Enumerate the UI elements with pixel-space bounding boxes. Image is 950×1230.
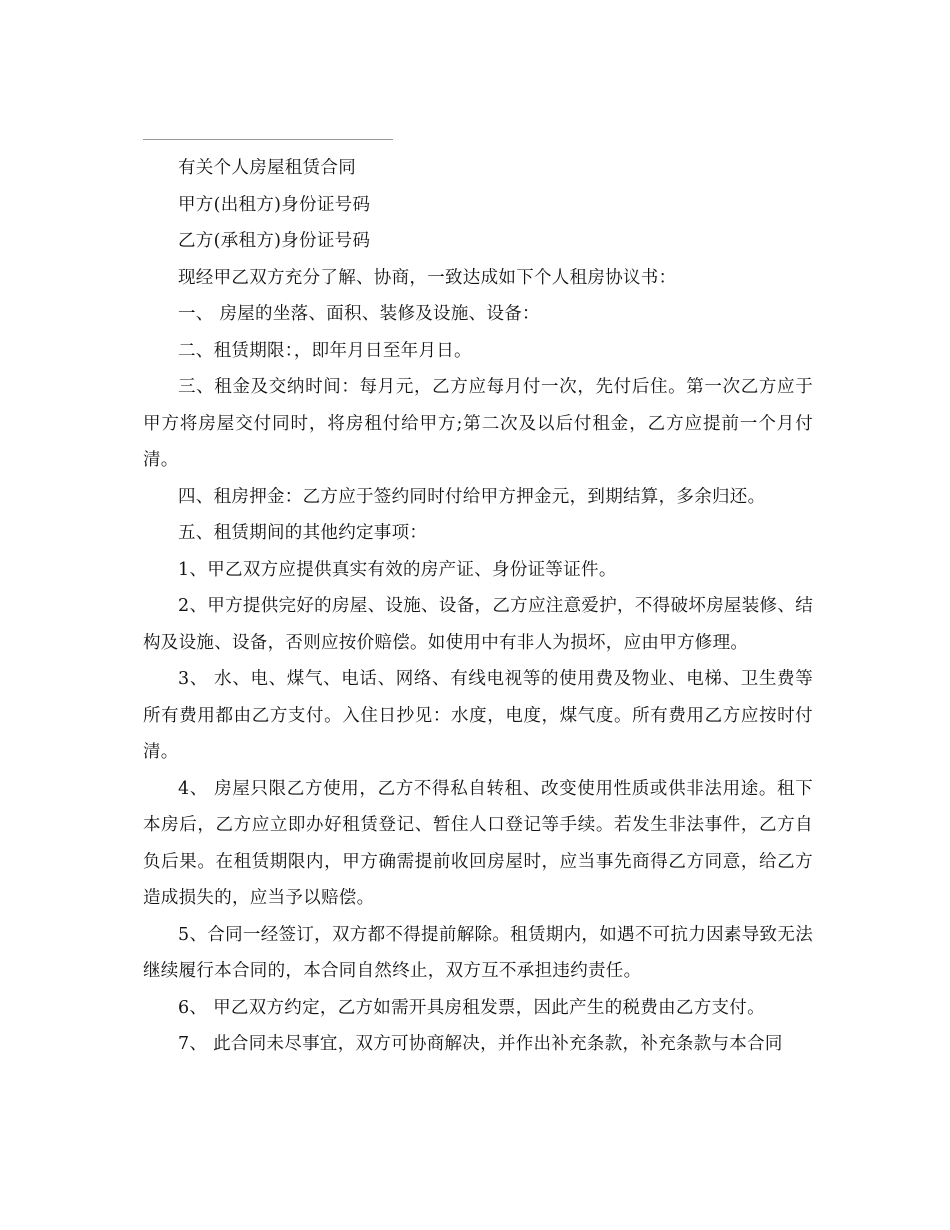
document-body <box>143 150 813 1063</box>
term-6-invoice: 6、 甲乙双方约定，乙方如需开具房租发票，因此产生的税费由乙方支付。 <box>178 997 765 1018</box>
term-2-maintenance: 2、甲方提供完好的房屋、设施、设备，乙方应注意爱护，不得破坏房屋装修、结构及设施、设备，否则应按价赔偿。如使用中有非人为损坏，应由甲方修理。 <box>143 596 813 653</box>
term-7-supplementary: 7、 此合同未尽事宜，双方可协商解决，并作出补充条款，补充条款与本合同 <box>178 1034 783 1054</box>
clause-5-other-terms: 五、租赁期间的其他约定事项： <box>178 523 428 543</box>
party-b-line: 乙方(承租方)身份证号码 <box>178 231 371 251</box>
term-5-termination: 5、合同一经签订，双方都不得提前解除。租赁期内，如遇不可抗力因素导致无法继续履行本合同的，本合同自然终止，双方互不承担违约责任。 <box>143 924 813 981</box>
agreement-intro: 现经甲乙双方充分了解、协商，一致达成如下个人租房协议书： <box>178 267 677 288</box>
term-1-documents: 1、甲乙双方应提供真实有效的房产证、身份证等证件。 <box>178 559 617 580</box>
header-rule <box>143 139 393 140</box>
document-title: 有关个人房屋租赁合同 <box>178 158 356 178</box>
clause-3-rent: 三、租金及交纳时间：每月元，乙方应每月付一次，先付后住。第一次乙方应于甲方将房屋交付同时，将房租付给甲方;第二次及以后付租金，乙方应提前一个月付清。 <box>143 377 813 470</box>
clause-2-term: 二、租赁期限：，即年月日至年月日。 <box>178 340 472 361</box>
term-3-utilities: 3、 水、电、煤气、电话、网络、有线电视等的使用费及物业、电梯、卫生费等所有费用都由乙方支付。入住日抄见：水度，电度，煤气度。所有费用乙方应按时付清。 <box>143 669 813 762</box>
clause-1-location: 一、 房屋的坐落、面积、装修及设施、设备： <box>178 304 540 324</box>
term-4-usage: 4、 房屋只限乙方使用，乙方不得私自转租、改变使用性质或供非法用途。租下本房后，乙方应立即办好租赁登记、暂住人口登记等手续。若发生非法事件，乙方自负后果。在租赁期限内，甲方确需提前收回房屋时，应当事先商得乙方同意，给乙方造成损失的，应当予以赔偿。 <box>143 778 813 908</box>
party-a-line: 甲方(出租方)身份证号码 <box>178 194 371 215</box>
clause-4-deposit: 四、租房押金：乙方应于签约同时付给甲方押金元，到期结算，多余归还。 <box>178 486 766 507</box>
